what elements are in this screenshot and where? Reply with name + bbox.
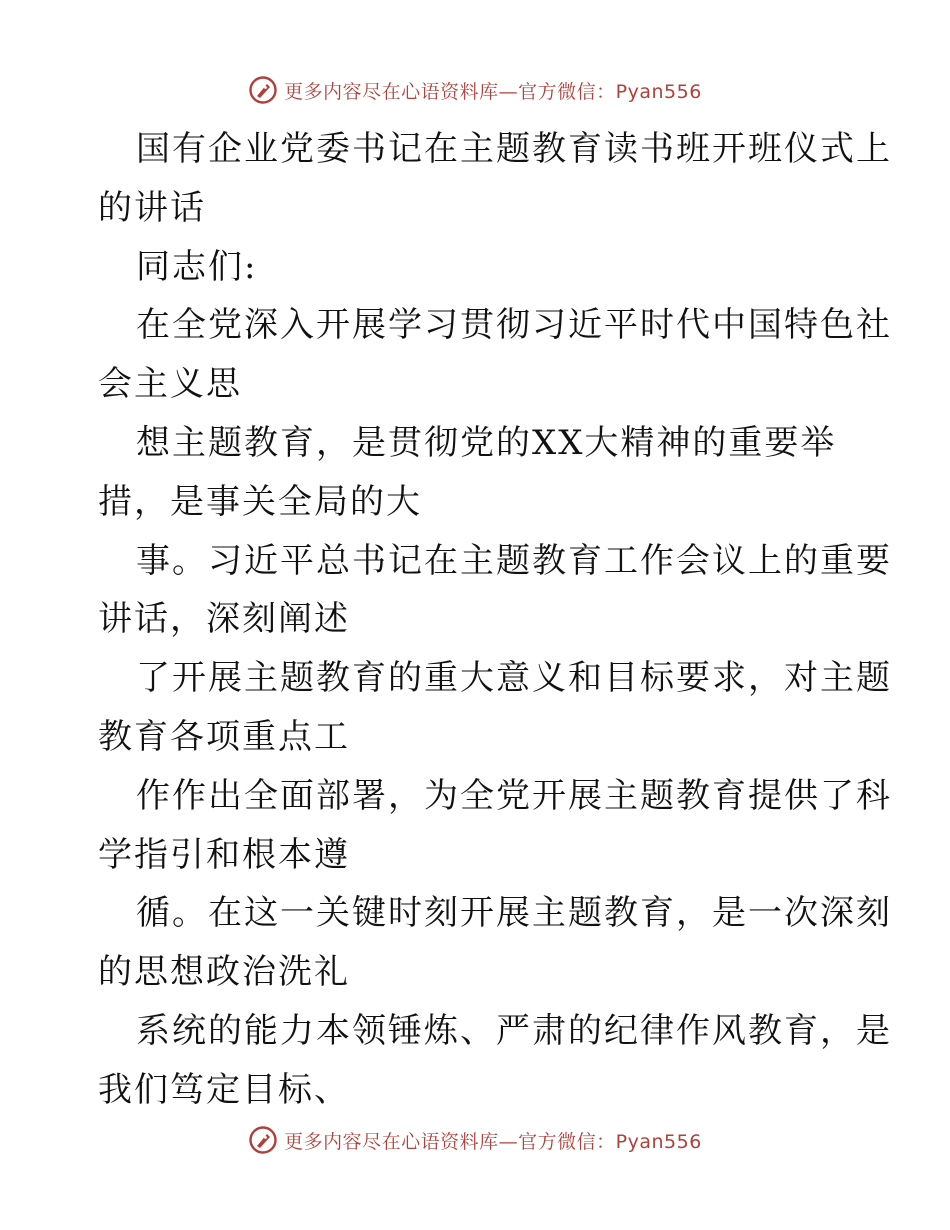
paragraph-line: 想主题教育，是贯彻党的XX大精神的重要举 [136,422,837,463]
header-site-name: 更多内容尽在心语资料库 [284,80,499,103]
title-line-1: 国有企业党委书记在主题教育读书班开班仪式上 [136,129,892,169]
paragraph-line: 作作出全面部署，为全党开展主题教育提供了科 [136,775,892,816]
pen-nib-circle-logo-icon [248,1125,278,1155]
paragraph-line: 事。习近平总书记在主题教育工作会议上的重要 [136,540,892,581]
paragraph-line: 讲话，深刻阐述 [98,599,350,640]
header-banner-text [284,77,702,104]
header-dash: — [498,80,519,103]
title-line-2: 的讲话 [98,187,206,228]
paragraph-line: 措，是事关全局的大 [98,481,422,522]
paragraph-line: 学指引和根本遵 [98,834,350,875]
paragraph-line: 的思想政治洗礼 [98,952,350,993]
header-wechat: 官方微信：Pyan556 [518,80,702,103]
pen-nib-circle-logo-icon [248,75,278,105]
salutation: 同志们: [136,246,258,287]
paragraph-line: 会主义思 [98,364,242,405]
paragraph-line: 系统的能力本领锤炼、严肃的纪律作风教育，是 [136,1010,892,1051]
paragraph-line: 了开展主题教育的重大意义和目标要求，对主题 [136,658,892,699]
paragraph-line: 教育各项重点工 [98,716,350,757]
paragraph-line: 在全党深入开展学习贯彻习近平时代中国特色社 [136,305,892,346]
header-banner [0,72,950,108]
footer-wechat: 官方微信：Pyan556 [518,1130,702,1153]
footer-site-name: 更多内容尽在心语资料库 [284,1130,499,1153]
paragraph-line: 循。在这一关键时刻开展主题教育，是一次深刻 [136,893,892,934]
paragraph-line: 我们笃定目标、 [98,1069,350,1110]
footer-dash: — [498,1130,519,1153]
document-body [98,120,892,1120]
footer-banner-text [284,1127,702,1154]
footer-banner [0,1122,950,1158]
